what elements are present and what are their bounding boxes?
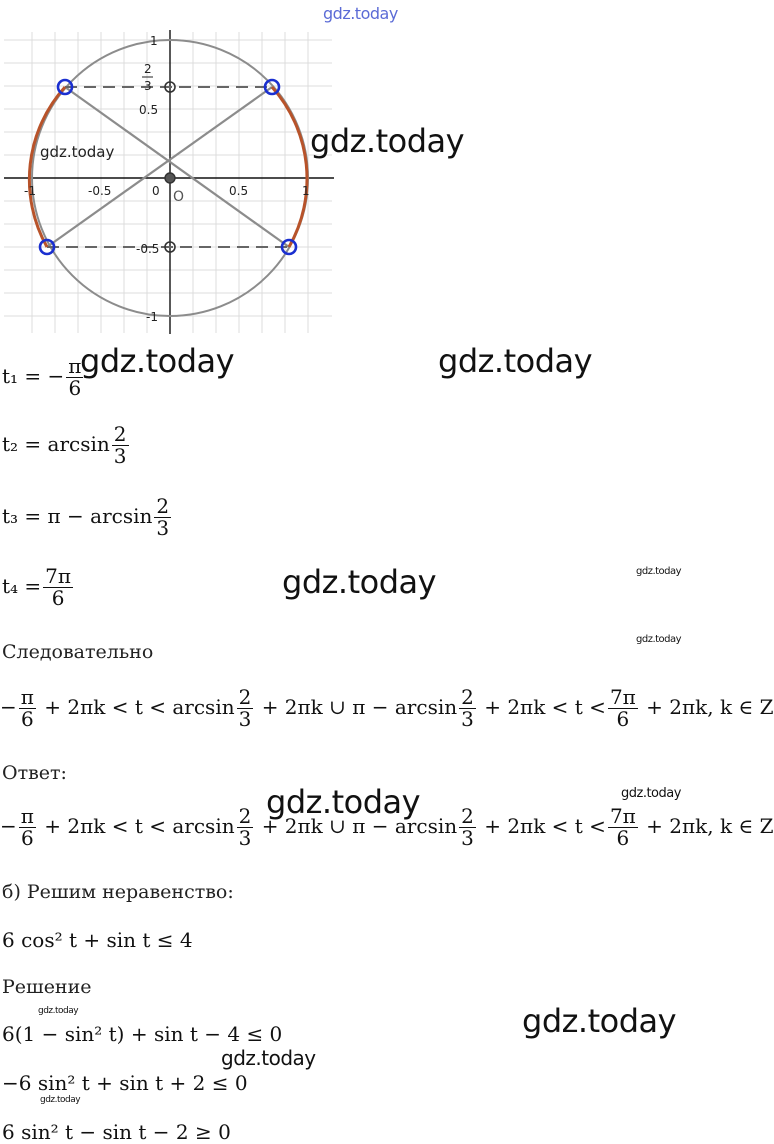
therefore-label: Следовательно xyxy=(2,641,154,663)
tick-x-neg0.5: -0.5 xyxy=(88,184,112,198)
watermark-3: gdz.today xyxy=(438,342,593,380)
watermark-5: gdz.today xyxy=(636,566,682,577)
frac-label-den: 3 xyxy=(144,79,152,93)
tick-x-1: 1 xyxy=(302,184,310,198)
tick-y-0.5: 0.5 xyxy=(139,103,159,117)
origin-label: O xyxy=(173,189,185,205)
unit-circle-graph xyxy=(0,28,335,338)
tick-x-neg1: -1 xyxy=(24,184,36,198)
step-3: 6 sin² t − sin t − 2 ≥ 0 xyxy=(2,1120,231,1144)
solution-t1: t₁ = − $\frac{\pi}{6}$ xyxy=(2,354,82,400)
right-arc xyxy=(272,87,307,247)
graph-watermark: gdz.today xyxy=(40,143,115,161)
range-line-2: − $\frac{\pi}{6}$ + 2πk < t < arcsin $\frac{2}{3}$ + 2πk ∪ π − arcsin $\frac{2}{3}$ + 2πk < t < $\frac{7\pi}{6}$ + 2πk, k ∈ Z xyxy=(0,804,774,850)
watermark-8: gdz.today xyxy=(621,786,681,801)
solution-t3: t₃ = π − arcsin $\frac{2}{3}$ xyxy=(2,494,170,540)
step-2: −6 sin² t + sin t + 2 ≤ 0 xyxy=(2,1071,248,1095)
step-1: 6(1 − sin² t) + sin t − 4 ≤ 0 xyxy=(2,1022,283,1046)
watermark-6: gdz.today xyxy=(636,634,682,645)
watermark-4: gdz.today xyxy=(282,563,437,601)
watermark-10: gdz.today xyxy=(221,1046,316,1070)
watermark-7: gdz.today xyxy=(266,783,421,821)
tick-x-0.5: 0.5 xyxy=(229,184,249,198)
solution-t2: t₂ = arcsin $\frac{2}{3}$ xyxy=(2,422,127,468)
answer-label: Ответ: xyxy=(2,762,67,784)
tick-y-1: 1 xyxy=(150,34,158,48)
watermark-1: gdz.today xyxy=(310,122,465,160)
top-watermark: gdz.today xyxy=(323,4,398,23)
watermark-12: gdz.today xyxy=(40,1095,81,1105)
part-b-label: б) Решим неравенство: xyxy=(2,881,234,903)
inequality-b: 6 cos² t + sin t ≤ 4 xyxy=(2,928,193,952)
watermark-11: gdz.today xyxy=(38,1006,79,1016)
tick-y-neg0.5: -0.5 xyxy=(136,242,160,256)
tick-y-neg1: -1 xyxy=(146,310,158,324)
solution-label: Решение xyxy=(2,976,92,998)
solution-t4: t₄ = $\frac{7\pi}{6}$ xyxy=(2,564,72,610)
frac-label-num: 2 xyxy=(144,62,152,76)
watermark-9: gdz.today xyxy=(522,1002,677,1040)
range-line-1: − $\frac{\pi}{6}$ + 2πk < t < arcsin $\frac{2}{3}$ + 2πk ∪ π − arcsin $\frac{2}{3}$ + 2πk < t < $\frac{7\pi}{6}$ + 2πk, k ∈ Z xyxy=(0,685,774,731)
left-arc xyxy=(29,87,65,247)
tick-origin: 0 xyxy=(152,184,160,198)
watermark-2: gdz.today xyxy=(80,342,235,380)
